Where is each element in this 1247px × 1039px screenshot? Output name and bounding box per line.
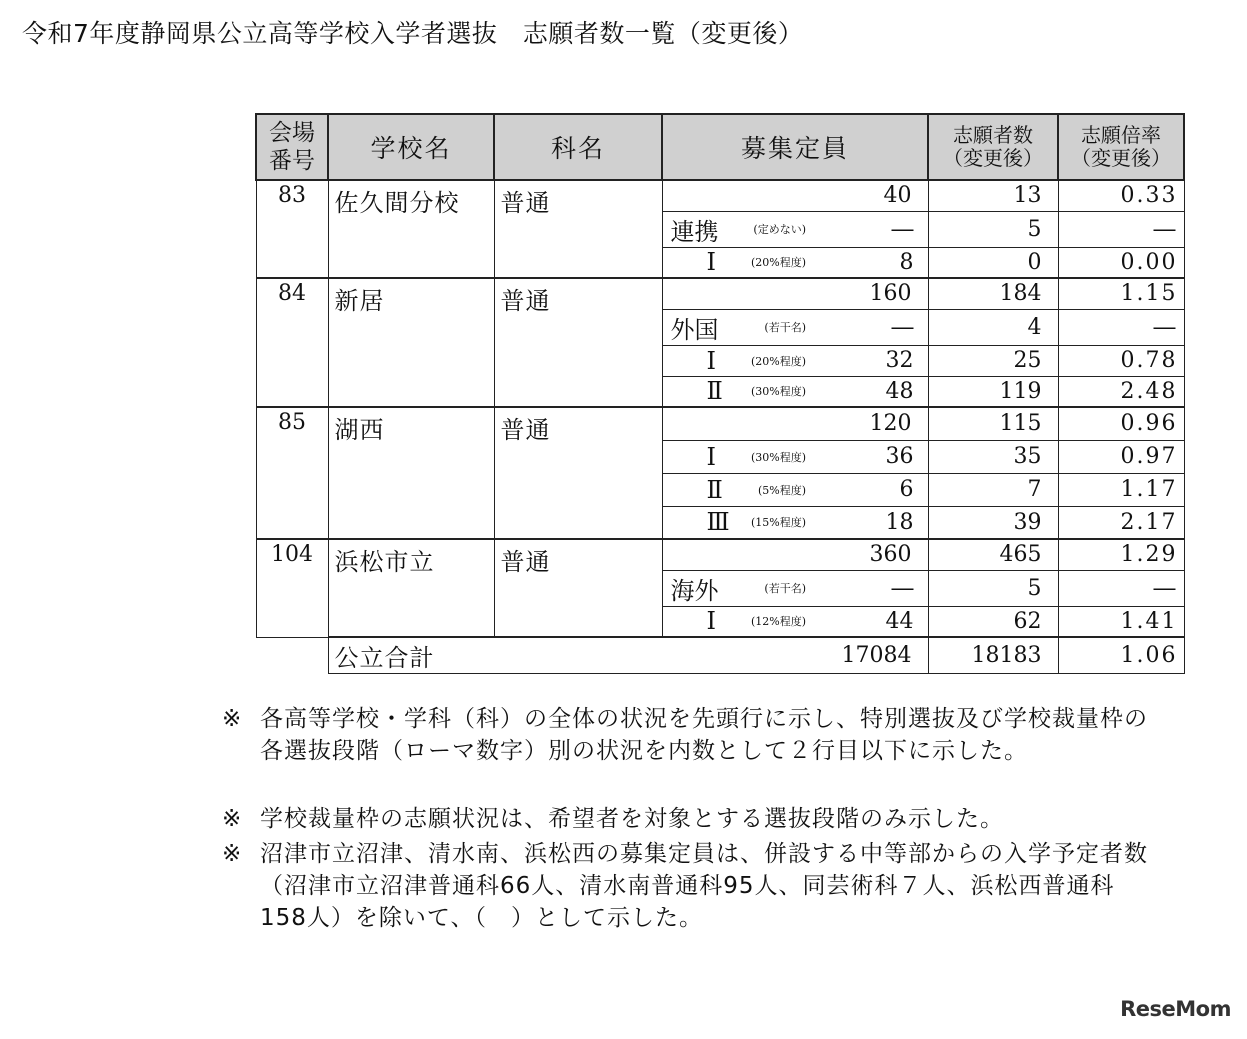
ratio-value: ―: [1058, 309, 1184, 345]
applicants-value: 62: [928, 606, 1058, 637]
total-row: [256, 637, 1184, 674]
capacity-value: ―: [810, 570, 928, 606]
school-name: 新居: [328, 278, 494, 407]
total-label: 公立合計: [328, 637, 810, 674]
footnote: [222, 803, 1160, 835]
applicants-value: 465: [928, 539, 1058, 570]
ratio-value: 0.78: [1058, 345, 1184, 376]
capacity-value: ―: [810, 309, 928, 345]
applicants-value: 184: [928, 278, 1058, 309]
applicants-value: 5: [928, 211, 1058, 247]
table-body: [256, 180, 1184, 674]
capacity-value: 32: [810, 345, 928, 376]
applicants-value: 115: [928, 407, 1058, 440]
school-name: 浜松市立: [328, 539, 494, 637]
resemom-logo: ReseMom: [1120, 997, 1231, 1021]
col-school-header: 学校名: [328, 114, 494, 180]
selection-stage-cell: [662, 309, 810, 345]
department-name: 普通: [494, 180, 662, 278]
footnote-text: 学校裁量枠の志願状況は、希望者を対象とする選抜段階のみ示した。: [260, 806, 1004, 832]
applicants-value: 119: [928, 376, 1058, 407]
applicants-value: 4: [928, 309, 1058, 345]
ratio-value: 2.17: [1058, 506, 1184, 539]
selection-stage-note: (若干名): [764, 321, 806, 334]
selection-stage-cell: [662, 606, 810, 637]
col-capacity-header: 募集定員: [662, 114, 928, 180]
applicants-value: 35: [928, 440, 1058, 473]
selection-stage-label: 外国: [670, 315, 719, 344]
school-name: 湖西: [328, 407, 494, 539]
col-applicants-header: 志願者数 （変更後）: [928, 114, 1058, 180]
department-name: 普通: [494, 278, 662, 407]
selection-stage-label: Ⅰ: [706, 442, 716, 471]
selection-stage-cell: [662, 473, 810, 506]
total-ratio: 1.06: [1058, 637, 1184, 674]
ratio-value: 0.33: [1058, 180, 1184, 211]
venue-number: 84: [256, 278, 328, 407]
ratio-value: 1.17: [1058, 473, 1184, 506]
col-ratio-header: 志願倍率 （変更後）: [1058, 114, 1184, 180]
applicants-value: 0: [928, 247, 1058, 278]
footnote-mark: ※: [222, 841, 242, 867]
selection-stage-cell: [662, 376, 810, 407]
selection-stage-cell: [662, 211, 810, 247]
table-row: [256, 539, 1184, 570]
selection-stage-label: Ⅱ: [706, 377, 723, 406]
selection-stage-cell: [662, 570, 810, 606]
ratio-value: ―: [1058, 570, 1184, 606]
applicants-table: [255, 113, 1185, 674]
footnote: [222, 703, 1160, 767]
footnote-text: 各高等学校・学科（科）の全体の状況を先頭行に示し、特別選抜及び学校裁量枠の各選抜段階（ローマ数字）別の状況を内数として２行目以下に示した。: [260, 706, 1148, 764]
selection-stage-cell: [662, 345, 810, 376]
selection-stage-cell: [662, 440, 810, 473]
selection-stage-cell: [662, 247, 810, 278]
capacity-value: 44: [810, 606, 928, 637]
venue-number: 85: [256, 407, 328, 539]
ratio-value: 1.29: [1058, 539, 1184, 570]
table-row: [256, 180, 1184, 211]
selection-stage-label: 海外: [670, 576, 719, 605]
selection-stage-cell: [662, 506, 810, 539]
selection-stage-note: (定めない): [753, 223, 806, 236]
venue-number: 83: [256, 180, 328, 278]
table-row: [256, 407, 1184, 440]
applicants-value: 25: [928, 345, 1058, 376]
total-capacity: 17084: [810, 637, 928, 674]
applicants-value: 39: [928, 506, 1058, 539]
capacity-value: 360: [662, 539, 928, 570]
table-row: [256, 278, 1184, 309]
selection-stage-label: Ⅱ: [706, 475, 723, 504]
ratio-value: 0.97: [1058, 440, 1184, 473]
selection-stage-note: (15%程度): [750, 516, 806, 530]
ratio-value: 0.00: [1058, 247, 1184, 278]
applicants-value: 13: [928, 180, 1058, 211]
selection-stage-label: 連携: [670, 217, 719, 246]
col-venue-header: 会場 番号: [256, 114, 328, 180]
selection-stage-label: Ⅰ: [706, 346, 716, 375]
school-name: 佐久間分校: [328, 180, 494, 278]
footnote: [222, 838, 1160, 934]
footnote-text: 沼津市立沼津、清水南、浜松西の募集定員は、併設する中等部からの入学予定者数（沼津市立沼津普通科66人、清水南普通科95人、同芸術科７人、浜松西普通科158人）を除いて、（ ）として示した。: [260, 841, 1148, 931]
ratio-value: ―: [1058, 211, 1184, 247]
ratio-value: 0.96: [1058, 407, 1184, 440]
footnote-mark: ※: [222, 806, 242, 832]
selection-stage-label: Ⅰ: [706, 607, 716, 636]
capacity-value: 48: [810, 376, 928, 407]
capacity-value: 120: [662, 407, 928, 440]
applicants-value: 5: [928, 570, 1058, 606]
capacity-value: 18: [810, 506, 928, 539]
capacity-value: 40: [662, 180, 928, 211]
selection-stage-note: (20%程度): [750, 256, 806, 270]
applicants-value: 7: [928, 473, 1058, 506]
capacity-value: 8: [810, 247, 928, 278]
department-name: 普通: [494, 539, 662, 637]
total-blank-cell: [256, 637, 328, 674]
venue-number: 104: [256, 539, 328, 637]
selection-stage-label: Ⅲ: [706, 508, 730, 537]
selection-stage-note: (12%程度): [750, 615, 806, 629]
ratio-value: 1.15: [1058, 278, 1184, 309]
selection-stage-note: (5%程度): [757, 483, 806, 497]
page-title: 令和7年度静岡県公立高等学校入学者選抜 志願者数一覧（変更後）: [22, 19, 804, 48]
selection-stage-note: (20%程度): [750, 354, 806, 368]
selection-stage-note: (若干名): [764, 582, 806, 595]
ratio-value: 1.41: [1058, 606, 1184, 637]
capacity-value: 160: [662, 278, 928, 309]
selection-stage-note: (30%程度): [750, 385, 806, 399]
total-applicants: 18183: [928, 637, 1058, 674]
capacity-value: 6: [810, 473, 928, 506]
col-dept-header: 科名: [494, 114, 662, 180]
selection-stage-label: Ⅰ: [706, 248, 716, 277]
footnote-mark: ※: [222, 706, 242, 732]
ratio-value: 2.48: [1058, 376, 1184, 407]
capacity-value: ―: [810, 211, 928, 247]
selection-stage-note: (30%程度): [750, 450, 806, 464]
department-name: 普通: [494, 407, 662, 539]
capacity-value: 36: [810, 440, 928, 473]
